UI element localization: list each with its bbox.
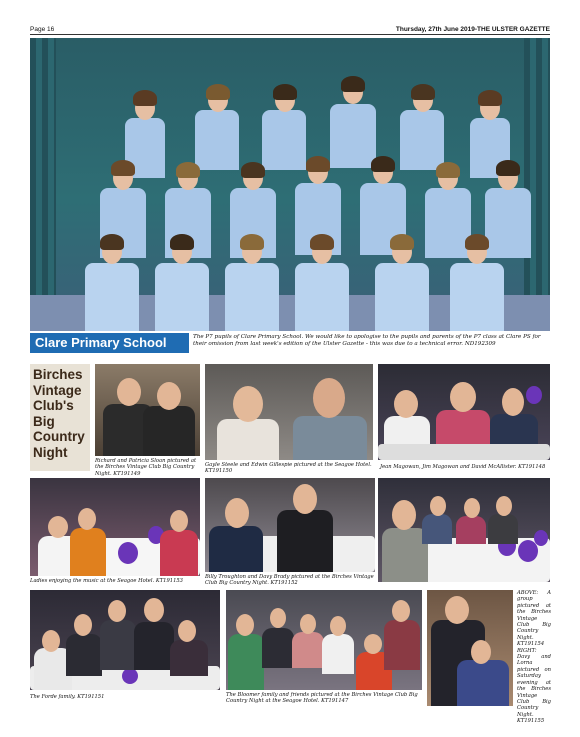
publication-date: Thursday, 27th June 2019-THE ULSTER GAZETTE: [395, 26, 550, 33]
steele-caption: Gayle Steele and Edwin Gillespie pictured at the Seagoe Hotel. KT191150: [205, 462, 372, 475]
troughton-caption: Billy Troughton and Davy Brady pictured at the Birches Vintage Club Big Country Night. KT191152: [205, 574, 374, 587]
club-heading-box: [30, 364, 90, 471]
page-number: Page 16: [30, 26, 55, 33]
side-caption: ABOVE: A group pictured at the Birches Vintage Club Big Country Night. KT191154 RIGHT: Davy and Lorna pictured on Saturday evening at the Birches Vintage Club Big Country Night. KT191155: [517, 590, 551, 725]
club-heading: Birches Vintage Club's Big Country Night: [33, 367, 85, 460]
ladies-caption: Ladies enjoying the music at the Seagoe Hotel. KT191153: [30, 578, 183, 584]
sloan-photo: [95, 364, 200, 456]
troughton-photo: [205, 478, 375, 572]
davy-lorna-photo: [427, 590, 513, 706]
magowan-caption: Jean Magowan, Jim Magowan and David McAllister. KT191148: [380, 464, 546, 470]
magowan-photo: [378, 364, 550, 460]
group-photo: [378, 478, 550, 582]
sloan-caption: Richard and Patricia Sloan pictured at the Birches Vintage Club Big Country Night. KT191149: [95, 458, 197, 477]
forde-caption: The Forde family. KT191151: [30, 694, 105, 700]
bloomer-photo: [226, 590, 422, 690]
forde-photo: [30, 590, 220, 690]
class-group-photo: [30, 38, 550, 331]
ladies-photo: [30, 478, 200, 576]
bloomer-caption: The Bloomer family and friends pictured at the Birches Vintage Club Big Country Night at the Seagoe Hotel. KT191147: [226, 692, 418, 705]
school-photo-caption: The P7 pupils of Clare Primary School. We would like to apologise to the pupils and parents of the P7 class at Clare PS for their omission from last week's edition of the Ulster Gazette - this was due to a technical error. ND192309: [193, 334, 541, 347]
steele-photo: [205, 364, 373, 460]
school-name-banner: Clare Primary School: [30, 333, 189, 353]
header-rule: [30, 34, 550, 35]
